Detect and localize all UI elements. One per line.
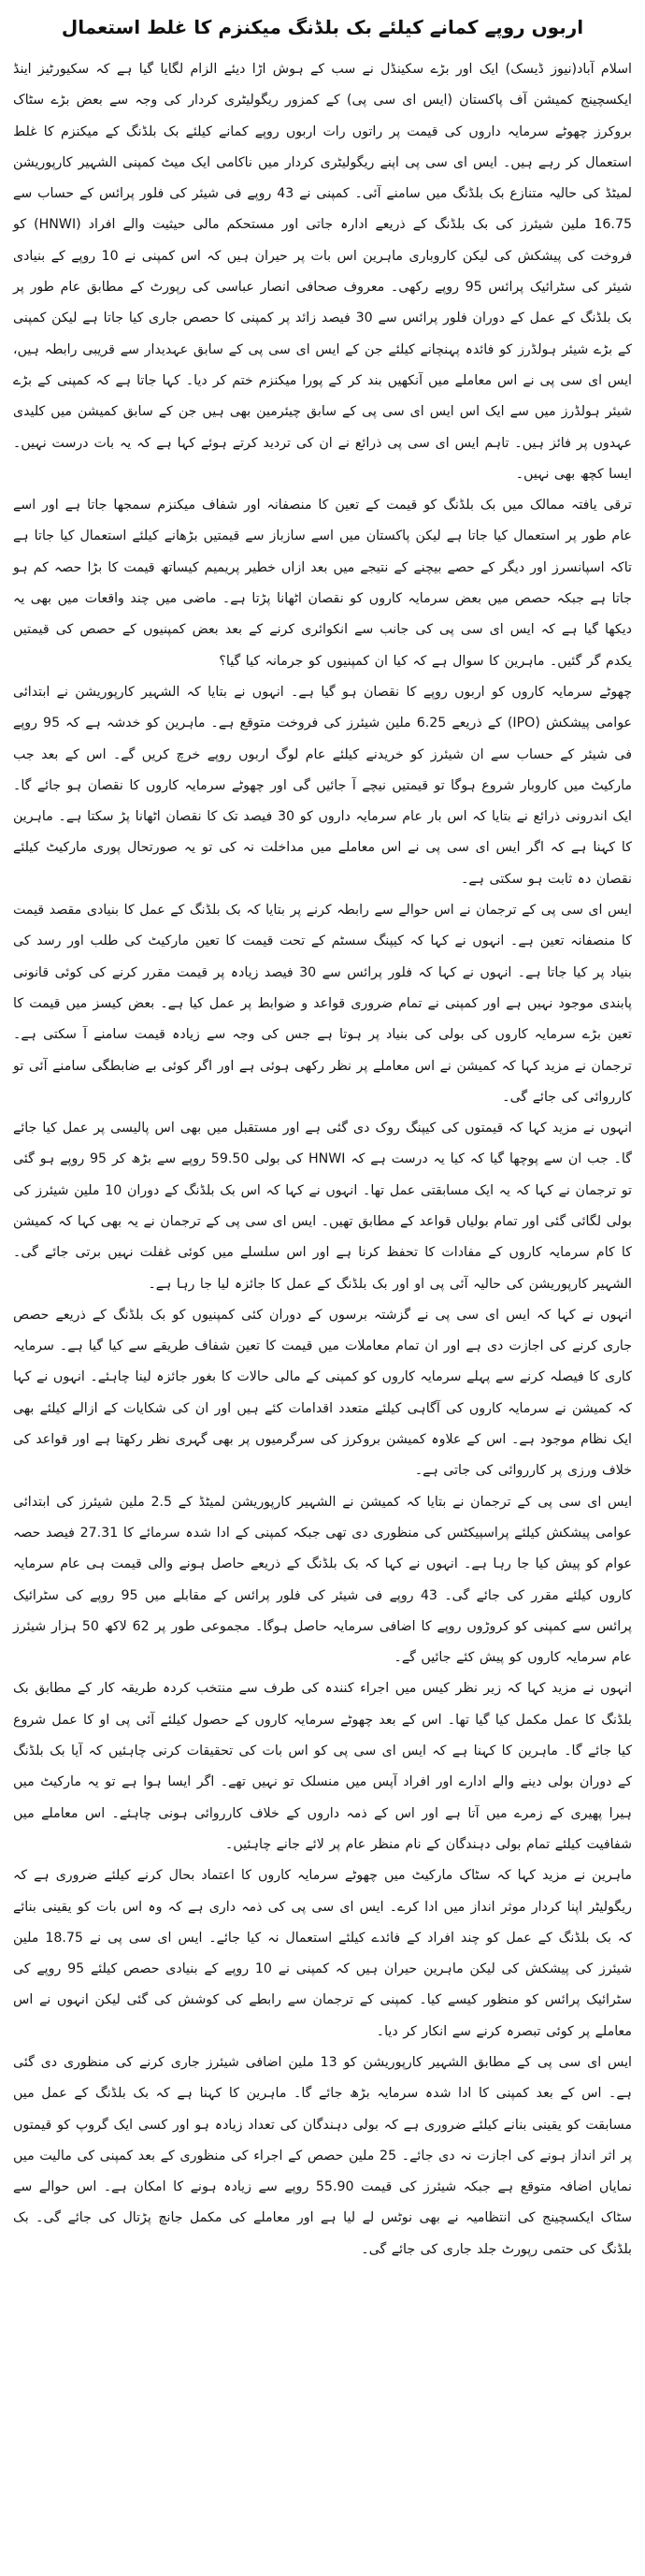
article-paragraph: انہوں نے مزید کہا کہ زیر نظر کیس میں اجراء کنندہ کی طرف سے منتخب کردہ طریقہ کار کے مطابق بک بلڈنگ کا عمل مکمل کیا گیا تھا۔ اس کے بعد چھوٹے سرمایہ کاروں کے حصول کیلئے آئی پی او کا عمل شروع کیا جائے گا۔ ماہرین کا کہنا ہے کہ ایس ای سی پی کو اس بات کی تحقیقات کرنی چاہئیں کہ آیا بک بلڈنگ کے دوران بولی دینے والے ادارے اور افراد آپس میں منسلک تو نہیں تھے۔ اگر ایسا ہوا ہے تو یہ مارکیٹ میں ہیرا پھیری کے زمرے میں آتا ہے اور اس کے ذمہ داروں کے خلاف کارروائی ہونی چاہئے۔ اس معاملے میں شفافیت کیلئے تمام بولی دہندگان کے نام منظر عام پر لائے جانے چاہئیں۔ [13,1681,632,1852]
article-paragraph: ایس ای سی پی کے ترجمان نے اس حوالے سے رابطہ کرنے پر بتایا کہ بک بلڈنگ کے عمل کا بنیادی مقصد قیمت کا منصفانہ تعین ہے۔ انہوں نے کہا کہ کیپنگ سسٹم کے تحت قیمت کا تعین مارکیٹ کی طلب اور رسد کی بنیاد پر کیا جاتا ہے۔ انہوں نے کہا کہ فلور پرائس سے 30 فیصد زیادہ پر قیمت مقرر کرنے کی کوئی قانونی پابندی موجود نہیں ہے اور کمپنی نے تمام ضروری قواعد و ضوابط پر عمل کیا ہے۔ بعض کیسز میں قیمت کا تعین بڑے سرمایہ کاروں کی بولی کی بنیاد پر ہوتا ہے جس کی وجہ سے زیادہ قیمت سامنے آ سکتی ہے۔ ترجمان نے مزید کہا کہ کمیشن نے اس معاملے پر نظر رکھی ہوئی ہے اور اگر کوئی بے ضابطگی سامنے آئی تو کارروائی کی جائے گی۔ [13,903,632,1105]
article-paragraph: انہوں نے کہا کہ ایس ای سی پی نے گزشتہ برسوں کے دوران کئی کمپنیوں کو بک بلڈنگ کے ذریعے حصص جاری کرنے کی اجازت دی ہے اور ان تمام معاملات میں قیمت کا تعین شفاف طریقے سے کیا گیا ہے۔ سرمایہ کاری کا فیصلہ کرنے سے پہلے سرمایہ کاروں کو کمپنی کے مالی حالات کا بغور جائزہ لینا چاہئے۔ انہوں نے کہا کہ کمیشن نے سرمایہ کاروں کی آگاہی کیلئے متعدد اقدامات کئے ہیں اور ان کی شکایات کے ازالے کیلئے بھی ایک نظام موجود ہے۔ اس کے علاوہ کمیشن بروکرز کی سرگرمیوں پر بھی گہری نظر رکھتا ہے اور قواعد کی خلاف ورزی پر کارروائی کی جاتی ہے۔ [13,1307,632,1479]
article-paragraph: ایس ای سی پی کے ترجمان نے بتایا کہ کمیشن نے الشہیر کارپوریشن لمیٹڈ کے 2.5 ملین شیئرز کی ابتدائی عوامی پیشکش کیلئے پراسپیکٹس کی منظوری دی تھی جبکہ کمپنی کے ادا شدہ سرمائے کا 27.31 فیصد حصہ عوام کو پیش کیا جا رہا ہے۔ انہوں نے کہا کہ بک بلڈنگ کے ذریعے حاصل ہونے والی قیمت ہی عام سرمایہ کاروں کیلئے مقرر کی جائے گی۔ 43 روپے فی شیئر کی فلور پرائس کے مقابلے میں 95 روپے کی سٹرائیک پرائس سے کمپنی کو کروڑوں روپے کا اضافی سرمایہ حاصل ہوگا۔ مجموعی طور پر 62 لاکھ 50 ہزار شیئرز عام سرمایہ کاروں کو پیش کئے جائیں گے۔ [13,1494,633,1666]
article-paragraph: انہوں نے مزید کہا کہ قیمتوں کی کیپنگ روک دی گئی ہے اور مستقبل میں بھی اس پالیسی پر عمل کیا جائے گا۔ جب ان سے پوچھا گیا کہ کیا یہ درست ہے کہ HNWI کی بولی 59.50 روپے سے بڑھ کر 95 روپے ہو گئی تو ترجمان نے کہا کہ یہ ایک مسابقتی عمل تھا۔ انہوں نے کہا کہ اس بک بلڈنگ کے دوران 10 ملین شیئرز کی بولی لگائی گئی اور تمام بولیاں قواعد کے مطابق تھیں۔ ایس ای سی پی کے ترجمان نے یہ بھی کہا کہ کمیشن کا کام سرمایہ کاروں کے مفادات کا تحفظ کرنا ہے اور اس سلسلے میں کوئی غفلت نہیں برتی جائے گی۔ الشہیر کارپوریشن کی حالیہ آئی پی او اور بک بلڈنگ کے عمل کا جائزہ لیا جا رہا ہے۔ [13,1121,632,1292]
article-paragraph: ترقی یافتہ ممالک میں بک بلڈنگ کو قیمت کے تعین کا منصفانہ اور شفاف میکنزم سمجھا جاتا ہے اور اسے عام طور پر استعمال کیا جاتا ہے لیکن پاکستان میں اسے سازباز سے قیمتیں بڑھانے کیلئے استعمال کیا جاتا ہے تاکہ اسپانسرز اور دیگر کے حصے بیچنے کے نتیجے میں بعد ازاں خطیر پریمیم کیساتھ قیمت کا بڑا حصہ کم ہو جاتا ہے جبکہ حصص میں بعض سرمایہ کاروں کو نقصان اٹھانا پڑتا ہے۔ ماضی میں چند واقعات میں بھی یہ دیکھا گیا ہے کہ ایس ای سی پی کی جانب سے انکوائری کرنے کے بعد بعض کمپنیوں کے حصص کی قیمتیں یکدم گر گئیں۔ ماہرین کا سوال ہے کہ کیا ان کمپنیوں کو جرمانہ کیا گیا؟ [13,498,632,669]
article-headline: اربوں روپے کمانے کیلئے بک بلڈنگ میکنزم کا غلط استعمال [61,16,584,38]
article-body [13,54,632,2265]
article-paragraph: اسلام آباد(نیوز ڈیسک) ایک اور بڑے سکینڈل نے سب کے ہوش اڑا دیئے الزام لگایا گیا ہے کہ سکیورٹیز اینڈ ایکسچینج کمیشن آف پاکستان (ایس ای سی پی) کے کمزور ریگولیٹری کردار کی وجہ سے بعض بڑے سٹاک بروکرز چھوٹے سرمایہ داروں کی قیمت پر راتوں رات اربوں روپے کمانے کیلئے بک بلڈنگ کے میکنزم کا غلط استعمال کر رہے ہیں۔ ایس ای سی پی اپنے ریگولیٹری کردار میں ناکامی ایک میٹ کمپنی الشہیر کارپوریشن لمیٹڈ کی حالیہ متنازع بک بلڈنگ میں سامنے آئی۔ کمپنی نے 43 روپے فی شیئر کی فلور پرائس کے حساب سے 16.75 ملین شیئرز کی بک بلڈنگ کے ذریعے ادارہ جاتی اور مستحکم مالی حیثیت والے افراد (HNWI) کو فروخت کی پیشکش کی لیکن کاروباری ماہرین اس بات پر حیران ہیں کہ اس کمپنی نے 10 روپے کے بنیادی شیئر کی سٹرائیک پرائس 95 روپے رکھی۔ معروف صحافی انصار عباسی کی رپورٹ کے مطابق عام طور پر بک بلڈنگ کے عمل کے دوران فلور پرائس سے 30 فیصد زائد پر کمپنی کا حصص جاری کیا جاتا ہے لیکن کمپنی کے بڑے شیئر ہولڈرز کو فائدہ پہنچانے کیلئے جن کے ایس ای سی پی کے سابق عہدیدار سے قریبی رابطہ ہیں، ایس ای سی پی نے اس معاملے میں آنکھیں بند کر کے پورا میکنزم ختم کر دیا۔ کہا جاتا ہے کہ کمپنی کے بڑے شیئر ہولڈرز میں سے ایک اس ایس ای سی پی کے سابق چیئرمین بھی ہیں جن کے سابق کمیشن میں کلیدی عہدوں پر فائز ہیں۔ تاہم ایس ای سی پی ذرائع نے ان کی تردید کرتے ہوئے کہا ہے کہ یہ بات درست نہیں۔ ایسا کچھ بھی نہیں۔ [13,62,633,482]
article-paragraph: ماہرین نے مزید کہا کہ سٹاک مارکیٹ میں چھوٹے سرمایہ کاروں کا اعتماد بحال کرنے کیلئے ضروری ہے کہ ریگولیٹر اپنا کردار موثر انداز میں ادا کرے۔ ایس ای سی پی کی ذمہ داری ہے کہ وہ اس بات کو یقینی بنائے کہ بک بلڈنگ کے عمل کو چند افراد کے فائدے کیلئے استعمال نہ کیا جائے۔ ایس ای سی پی نے 18.75 ملین شیئرز کی پیشکش کی لیکن ماہرین حیران ہیں کہ کمپنی نے 10 روپے کے بنیادی حصص کیلئے 95 روپے کی سٹرائیک پرائس کو منظور کیسے کیا۔ کمپنی کے ترجمان سے رابطے کی کوشش کی گئی لیکن انہوں نے اس معاملے پر کوئی تبصرہ کرنے سے انکار کر دیا۔ [13,1868,632,2039]
article-paragraph: ایس ای سی پی کے مطابق الشہیر کارپوریشن کو 13 ملین اضافی شیئرز جاری کرنے کی منظوری دی گئی ہے۔ اس کے بعد کمپنی کا ادا شدہ سرمایہ بڑھ جائے گا۔ ماہرین کا کہنا ہے کہ بک بلڈنگ کے عمل میں مسابقت کو یقینی بنانے کیلئے ضروری ہے کہ بولی دہندگان کی تعداد زیادہ ہو اور کسی ایک گروپ کو قیمتوں پر اثر انداز ہونے کی اجازت نہ دی جائے۔ 25 ملین حصص کے اجراء کی منظوری کے بعد کمپنی کی مالیت میں نمایاں اضافہ متوقع ہے جبکہ شیئرز کی قیمت 55.90 روپے سے زیادہ ہونے کا امکان ہے۔ اس حوالے سے سٹاک ایکسچینج کی انتظامیہ نے بھی نوٹس لے لیا ہے اور معاملے کی مکمل جانچ پڑتال کی جائے گی۔ بک بلڈنگ کی حتمی رپورٹ جلد جاری کی جائے گی۔ [13,2055,632,2257]
article-paragraph: چھوٹے سرمایہ کاروں کو اربوں روپے کا نقصان ہو گیا ہے۔ انہوں نے بتایا کہ الشہیر کارپوریشن نے ابتدائی عوامی پیشکش (IPO) کے ذریعے 6.25 ملین شیئرز کی فروخت متوقع ہے۔ ماہرین کو خدشہ ہے کہ 95 روپے فی شیئر کے حساب سے ان شیئرز کو خریدنے کیلئے عام لوگ اربوں روپے خرچ کریں گے۔ اس کے بعد جب مارکیٹ میں کاروبار شروع ہوگا تو قیمتیں نیچے آ جائیں گی اور چھوٹے سرمایہ کاروں کا نقصان ہو جائے گا۔ ایک اندرونی ذرائع نے بتایا کہ اس بار عام سرمایہ داروں کو 30 فیصد تک کا نقصان اٹھانا پڑ سکتا ہے۔ ماہرین کا کہنا ہے کہ اگر ایس ای سی پی نے اس معاملے میں مداخلت نہ کی تو یہ صورتحال پوری مارکیٹ کیلئے نقصان دہ ثابت ہو سکتی ہے۔ [13,684,632,887]
